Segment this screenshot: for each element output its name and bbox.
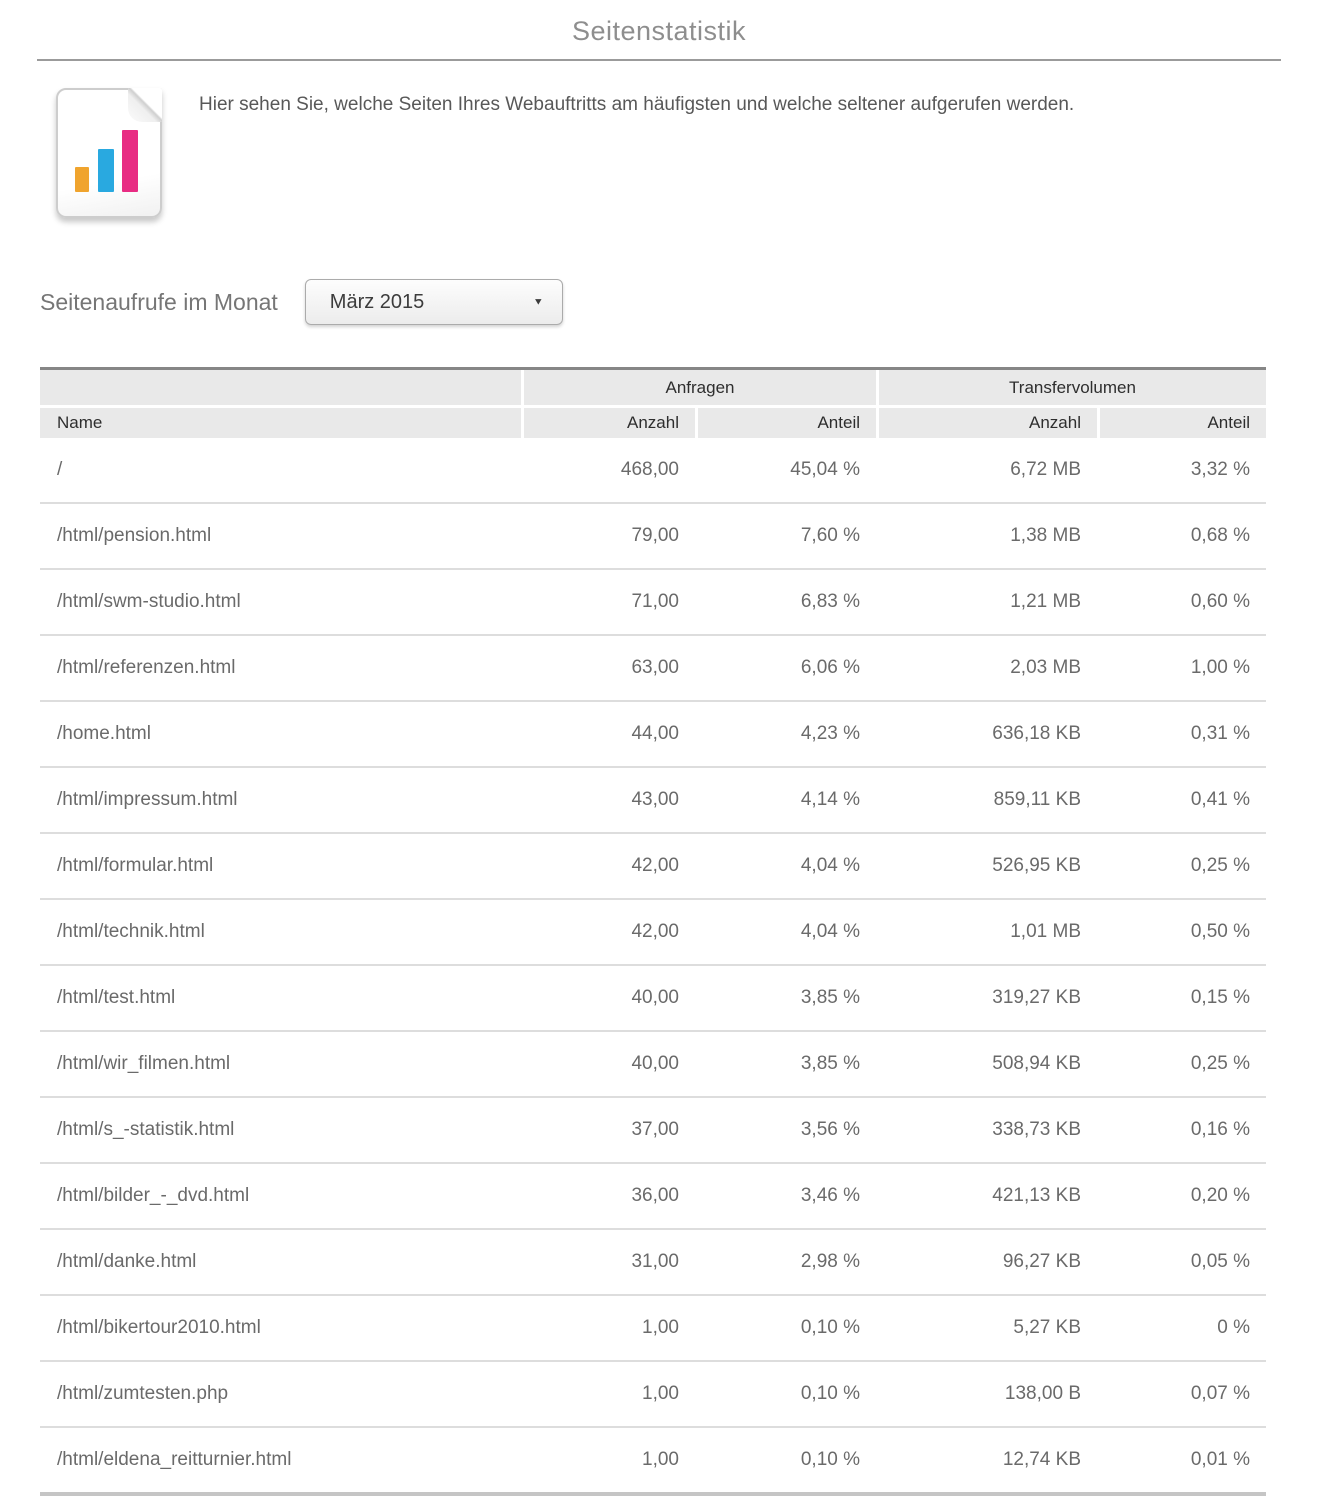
transfer-share-cell: 0,01 % bbox=[1190, 1449, 1250, 1470]
transfer-amount-cell: 421,13 KB bbox=[992, 1185, 1081, 1206]
bar-orange bbox=[75, 167, 89, 192]
page-title: Seitenstatistik bbox=[571, 16, 747, 46]
header-spacer-cell bbox=[40, 370, 521, 405]
transfer-amount-cell: 319,27 KB bbox=[992, 987, 1081, 1008]
table-row bbox=[40, 1296, 1266, 1362]
month-dropdown[interactable] bbox=[305, 279, 563, 325]
column-header-transfer-count: Anzahl bbox=[879, 408, 1097, 438]
transfer-share-cell: 0,25 % bbox=[1190, 855, 1250, 876]
transfer-share-cell: 0,16 % bbox=[1190, 1119, 1250, 1140]
month-filter-row bbox=[40, 278, 1318, 326]
page-name-cell: /html/bilder_-_dvd.html bbox=[57, 1185, 250, 1206]
page-name-cell: /html/danke.html bbox=[57, 1251, 197, 1272]
page-name-cell: /html/s_-statistik.html bbox=[57, 1119, 235, 1140]
requests-count-cell: 31,00 bbox=[631, 1251, 679, 1272]
transfer-share-cell: 0,41 % bbox=[1190, 789, 1250, 810]
page-name-cell: /html/formular.html bbox=[57, 855, 214, 876]
page-name-cell: /html/test.html bbox=[57, 987, 176, 1008]
month-dropdown-value: März 2015 bbox=[329, 290, 425, 313]
transfer-share-cell: 0,60 % bbox=[1190, 591, 1250, 612]
bar-pink bbox=[122, 130, 138, 192]
page-statistics-table bbox=[40, 367, 1266, 1496]
intro-section bbox=[56, 88, 1318, 218]
transfer-amount-cell: 526,95 KB bbox=[992, 855, 1081, 876]
bar-chart-document-icon bbox=[56, 88, 162, 218]
requests-share-cell: 4,04 % bbox=[800, 855, 860, 876]
transfer-amount-cell: 1,38 MB bbox=[1010, 525, 1081, 546]
requests-share-cell: 3,85 % bbox=[800, 1053, 860, 1074]
transfer-share-cell: 0,25 % bbox=[1190, 1053, 1250, 1074]
page-name-cell: / bbox=[57, 459, 63, 480]
transfer-amount-cell: 96,27 KB bbox=[1002, 1251, 1081, 1272]
table-row bbox=[40, 1362, 1266, 1428]
table-row bbox=[40, 1032, 1266, 1098]
requests-share-cell: 4,04 % bbox=[800, 921, 860, 942]
requests-share-cell: 4,14 % bbox=[800, 789, 860, 810]
column-header-requests-share: Anteil bbox=[698, 408, 876, 438]
table-row bbox=[40, 702, 1266, 768]
table-row bbox=[40, 1164, 1266, 1230]
requests-count-cell: 37,00 bbox=[631, 1119, 679, 1140]
requests-count-cell: 43,00 bbox=[631, 789, 679, 810]
column-header-requests-count: Anzahl bbox=[524, 408, 695, 438]
month-filter-label: Seitenaufrufe im Monat bbox=[40, 288, 278, 315]
requests-count-cell: 63,00 bbox=[631, 657, 679, 678]
transfer-share-cell: 0,68 % bbox=[1190, 525, 1250, 546]
table-row bbox=[40, 636, 1266, 702]
requests-share-cell: 3,46 % bbox=[800, 1185, 860, 1206]
page-name-cell: /html/zumtesten.php bbox=[57, 1383, 229, 1404]
requests-count-cell: 1,00 bbox=[642, 1317, 679, 1338]
table-row bbox=[40, 570, 1266, 636]
transfer-share-cell: 0,20 % bbox=[1190, 1185, 1250, 1206]
requests-count-cell: 79,00 bbox=[631, 525, 679, 546]
requests-count-cell: 1,00 bbox=[642, 1383, 679, 1404]
transfer-share-cell: 0,15 % bbox=[1190, 987, 1250, 1008]
transfer-amount-cell: 636,18 KB bbox=[992, 723, 1081, 744]
table-row bbox=[40, 834, 1266, 900]
group-header-requests: Anfragen bbox=[524, 370, 876, 405]
page-fold bbox=[128, 88, 162, 122]
bar-blue bbox=[98, 149, 114, 192]
table-row bbox=[40, 1098, 1266, 1164]
page-description: Hier sehen Sie, welche Seiten Ihres Webauftritts am häufigsten und welche seltener aufgerufen werden. bbox=[199, 94, 1075, 115]
transfer-amount-cell: 138,00 B bbox=[1004, 1383, 1081, 1404]
requests-share-cell: 6,83 % bbox=[800, 591, 860, 612]
transfer-share-cell: 0,50 % bbox=[1190, 921, 1250, 942]
transfer-amount-cell: 2,03 MB bbox=[1010, 657, 1081, 678]
transfer-amount-cell: 1,01 MB bbox=[1010, 921, 1081, 942]
table-row bbox=[40, 504, 1266, 570]
page-name-cell: /html/swm-studio.html bbox=[57, 591, 241, 612]
transfer-amount-cell: 12,74 KB bbox=[1002, 1449, 1081, 1470]
requests-share-cell: 6,06 % bbox=[800, 657, 860, 678]
chevron-down-icon: ▼ bbox=[532, 296, 544, 308]
requests-share-cell: 2,98 % bbox=[800, 1251, 860, 1272]
table-row bbox=[40, 900, 1266, 966]
requests-share-cell: 7,60 % bbox=[800, 525, 860, 546]
transfer-share-cell: 0 % bbox=[1217, 1317, 1250, 1338]
page-name-cell: /html/eldena_reitturnier.html bbox=[57, 1449, 292, 1470]
requests-share-cell: 3,56 % bbox=[800, 1119, 860, 1140]
transfer-share-cell: 3,32 % bbox=[1190, 459, 1250, 480]
requests-share-cell: 0,10 % bbox=[800, 1449, 860, 1470]
page-name-cell: /home.html bbox=[57, 723, 151, 744]
page-name-cell: /html/referenzen.html bbox=[57, 657, 236, 678]
requests-count-cell: 71,00 bbox=[631, 591, 679, 612]
requests-count-cell: 1,00 bbox=[642, 1449, 679, 1470]
table-row bbox=[40, 1230, 1266, 1296]
requests-share-cell: 3,85 % bbox=[800, 987, 860, 1008]
requests-count-cell: 40,00 bbox=[631, 987, 679, 1008]
transfer-share-cell: 0,07 % bbox=[1190, 1383, 1250, 1404]
requests-count-cell: 42,00 bbox=[631, 855, 679, 876]
requests-share-cell: 45,04 % bbox=[790, 459, 860, 480]
requests-count-cell: 36,00 bbox=[631, 1185, 679, 1206]
table-row bbox=[40, 966, 1266, 1032]
title-divider bbox=[37, 59, 1281, 61]
group-header-transfer: Transfervolumen bbox=[879, 370, 1266, 405]
transfer-amount-cell: 5,27 KB bbox=[1013, 1317, 1081, 1338]
column-header-name: Name bbox=[40, 408, 521, 438]
transfer-amount-cell: 859,11 KB bbox=[993, 789, 1081, 810]
transfer-amount-cell: 338,73 KB bbox=[992, 1119, 1081, 1140]
requests-count-cell: 44,00 bbox=[631, 723, 679, 744]
column-header-transfer-share: Anteil bbox=[1100, 408, 1266, 438]
requests-count-cell: 40,00 bbox=[631, 1053, 679, 1074]
table-row bbox=[40, 768, 1266, 834]
transfer-share-cell: 0,05 % bbox=[1190, 1251, 1250, 1272]
table-row bbox=[40, 438, 1266, 504]
requests-count-cell: 42,00 bbox=[631, 921, 679, 942]
table-row bbox=[40, 1428, 1266, 1496]
requests-share-cell: 0,10 % bbox=[800, 1383, 860, 1404]
table-header bbox=[40, 370, 1266, 438]
page-name-cell: /html/wir_filmen.html bbox=[57, 1053, 231, 1074]
page-name-cell: /html/impressum.html bbox=[57, 789, 238, 810]
page-name-cell: /html/pension.html bbox=[57, 525, 212, 546]
page-name-cell: /html/technik.html bbox=[57, 921, 205, 942]
transfer-amount-cell: 1,21 MB bbox=[1010, 591, 1081, 612]
transfer-share-cell: 0,31 % bbox=[1190, 723, 1250, 744]
requests-share-cell: 4,23 % bbox=[800, 723, 860, 744]
requests-share-cell: 0,10 % bbox=[800, 1317, 860, 1338]
transfer-share-cell: 1,00 % bbox=[1190, 657, 1250, 678]
requests-count-cell: 468,00 bbox=[620, 459, 679, 480]
transfer-amount-cell: 6,72 MB bbox=[1010, 459, 1081, 480]
page-name-cell: /html/bikertour2010.html bbox=[57, 1317, 261, 1338]
transfer-amount-cell: 508,94 KB bbox=[992, 1053, 1081, 1074]
